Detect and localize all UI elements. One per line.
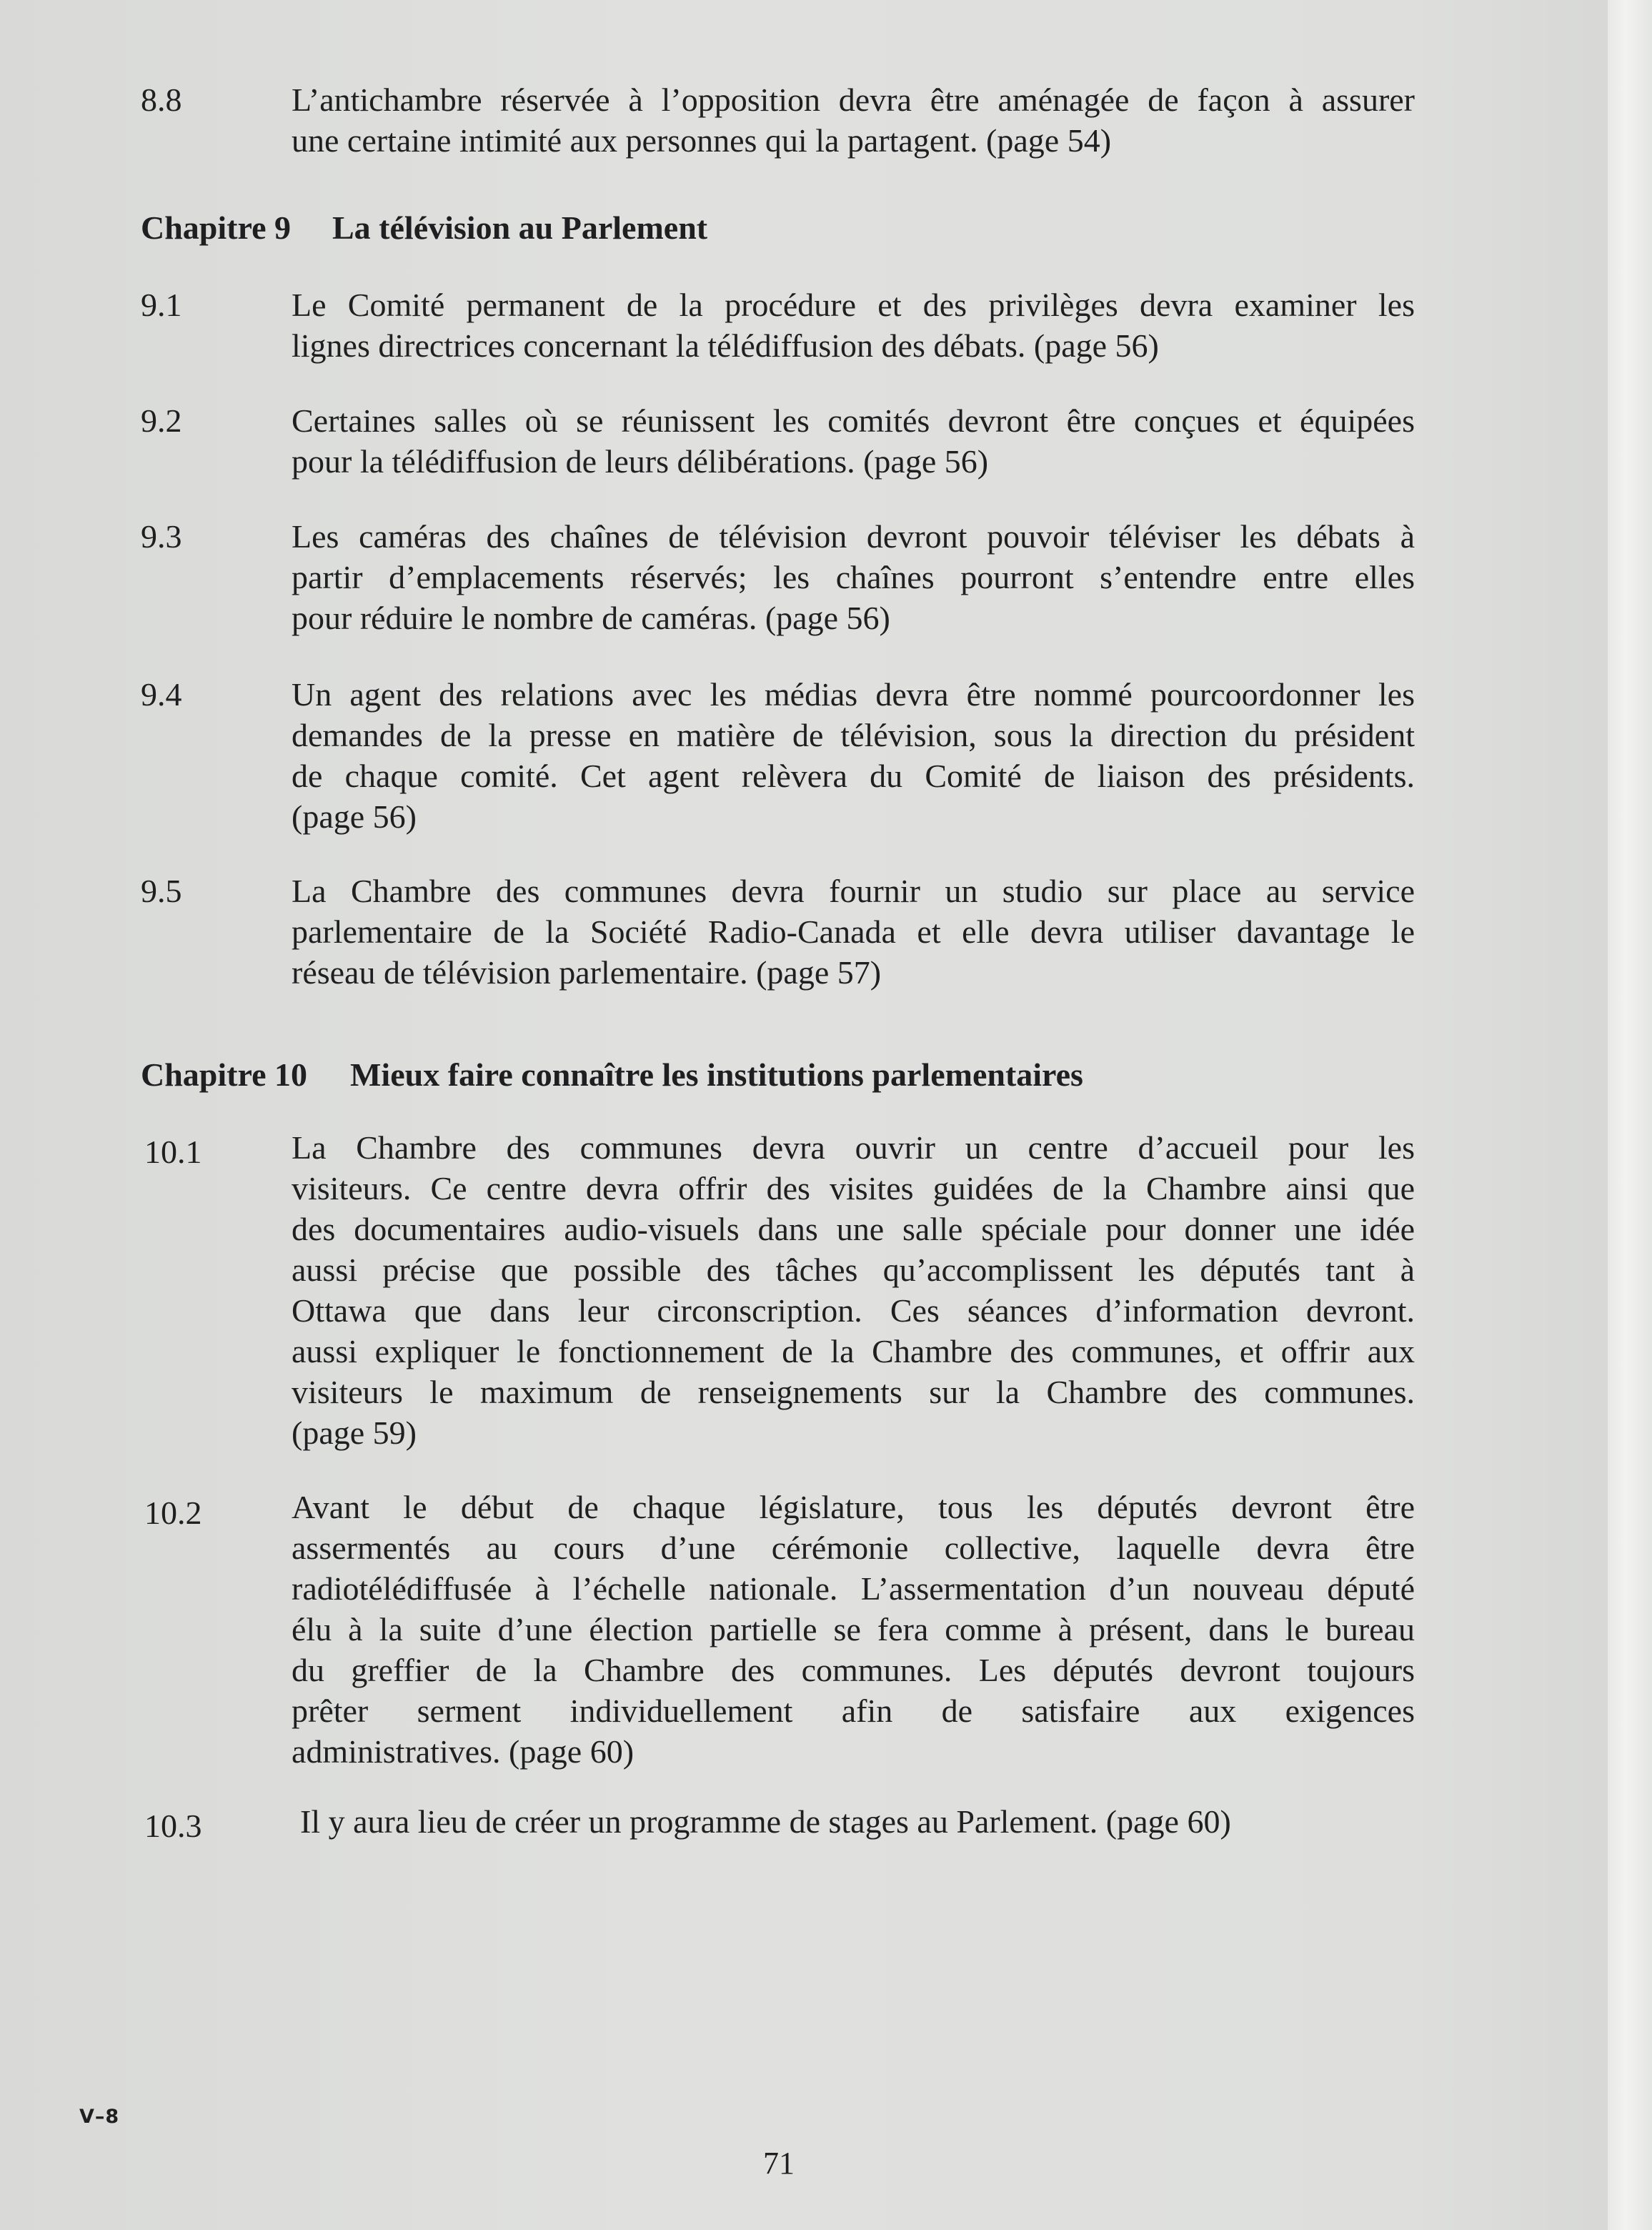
- chapter-label: Chapitre 9: [141, 209, 291, 246]
- recommendation-number: 10.3: [144, 1808, 202, 1844]
- chapter-10-heading: [141, 1054, 1083, 1095]
- text-line: du greffier de la Chambre des communes. Les députés devront toujours: [292, 1652, 1415, 1688]
- page-number: 71: [763, 2146, 795, 2181]
- text-line: Avant le début de chaque législature, tous les députés devront être: [292, 1489, 1415, 1525]
- recommendation-number: 9.4: [141, 676, 182, 713]
- recommendation-text: [292, 1127, 1415, 1453]
- recommendation-number: 9.2: [141, 402, 182, 439]
- text-line: visiteurs. Ce centre devra offrir des visites guidées de la Chambre ainsi que: [292, 1170, 1415, 1206]
- text-line: Le Comité permanent de la procédure et des privilèges devra examiner les: [292, 287, 1415, 323]
- text-line: aussi précise que possible des tâches qu’accomplissent les députés tant à: [292, 1252, 1415, 1288]
- recommendation-number: 10.1: [144, 1134, 202, 1170]
- text-line: radiotélédiffusée à l’échelle nationale. L’assermentation d’un nouveau député: [292, 1570, 1415, 1607]
- text-line: des documentaires audio-visuels dans une salle spéciale pour donner une idée: [292, 1211, 1415, 1247]
- recommendation-text: [292, 1487, 1415, 1772]
- text-line: une certaine intimité aux personnes qui la partagent. (page 54): [292, 122, 1112, 159]
- text-line: administratives. (page 60): [292, 1733, 635, 1770]
- recommendation-text: [300, 1801, 1423, 1842]
- text-line: élu à la suite d’une élection partielle se fera comme à présent, dans le bureau: [292, 1611, 1415, 1647]
- text-line: lignes directrices concernant la télédiffusion des débats. (page 56): [292, 327, 1159, 364]
- chapter-title: Mieux faire connaître les institutions parlementaires: [350, 1056, 1083, 1093]
- text-line: assermentés au cours d’une cérémonie collective, laquelle devra être: [292, 1530, 1415, 1566]
- text-line: Certaines salles où se réunissent les comités devront être conçues et équipées: [292, 402, 1415, 439]
- text-line: visiteurs le maximum de renseignements sur la Chambre des communes.: [292, 1374, 1415, 1410]
- text-line: Un agent des relations avec les médias devra être nommé pourcoordonner les: [292, 676, 1415, 713]
- text-line: (page 56): [292, 798, 417, 835]
- text-line: partir d’emplacements réservés; les chaînes pourront s’entendre entre elles: [292, 559, 1415, 595]
- text-line: de chaque comité. Cet agent relèvera du Comité de liaison des présidents.: [292, 758, 1415, 794]
- recommendation-text: [292, 284, 1415, 366]
- text-line: L’antichambre réservée à l’opposition devra être aménagée de façon à assurer: [292, 81, 1415, 118]
- text-line: La Chambre des communes devra fournir un studio sur place au service: [292, 873, 1415, 909]
- recommendation-number: 9.3: [141, 518, 182, 555]
- text-line: pour la télédiffusion de leurs délibérations. (page 56): [292, 443, 989, 480]
- chapter-label: Chapitre 10: [141, 1056, 307, 1093]
- recommendation-number: 9.5: [141, 873, 182, 909]
- text-line: Ottawa que dans leur circonscription. Ces séances d’information devront.: [292, 1292, 1415, 1329]
- section-code: V–8: [79, 2106, 120, 2128]
- recommendation-number: 9.1: [141, 287, 182, 323]
- text-line: aussi expliquer le fonctionnement de la Chambre des communes, et offrir aux: [292, 1333, 1415, 1369]
- text-line: La Chambre des communes devra ouvrir un centre d’accueil pour les: [292, 1129, 1415, 1166]
- recommendation-text: [292, 400, 1415, 482]
- text-line: prêter serment individuellement afin de satisfaire aux exigences: [292, 1693, 1415, 1729]
- text-line: (page 59): [292, 1414, 417, 1451]
- text-line: demandes de la presse en matière de télévision, sous la direction du président: [292, 717, 1415, 753]
- text-line: Il y aura lieu de créer un programme de stages au Parlement. (page 60): [300, 1803, 1231, 1840]
- recommendation-text: [292, 516, 1415, 638]
- page-edge-shadow: [1608, 0, 1652, 2230]
- text-line: réseau de télévision parlementaire. (page 57): [292, 954, 882, 991]
- text-line: parlementaire de la Société Radio-Canada et elle devra utiliser davantage le: [292, 913, 1415, 950]
- chapter-title: La télévision au Parlement: [332, 209, 708, 246]
- recommendation-text: [292, 871, 1415, 993]
- recommendation-text: [292, 79, 1415, 161]
- recommendation-number: 10.2: [144, 1495, 202, 1531]
- recommendation-text: [292, 674, 1415, 837]
- text-line: Les caméras des chaînes de télévision devront pouvoir téléviser les débats à: [292, 518, 1415, 555]
- text-line: pour réduire le nombre de caméras. (page 56): [292, 600, 890, 636]
- recommendation-number: 8.8: [141, 81, 182, 118]
- chapter-9-heading: [141, 207, 707, 248]
